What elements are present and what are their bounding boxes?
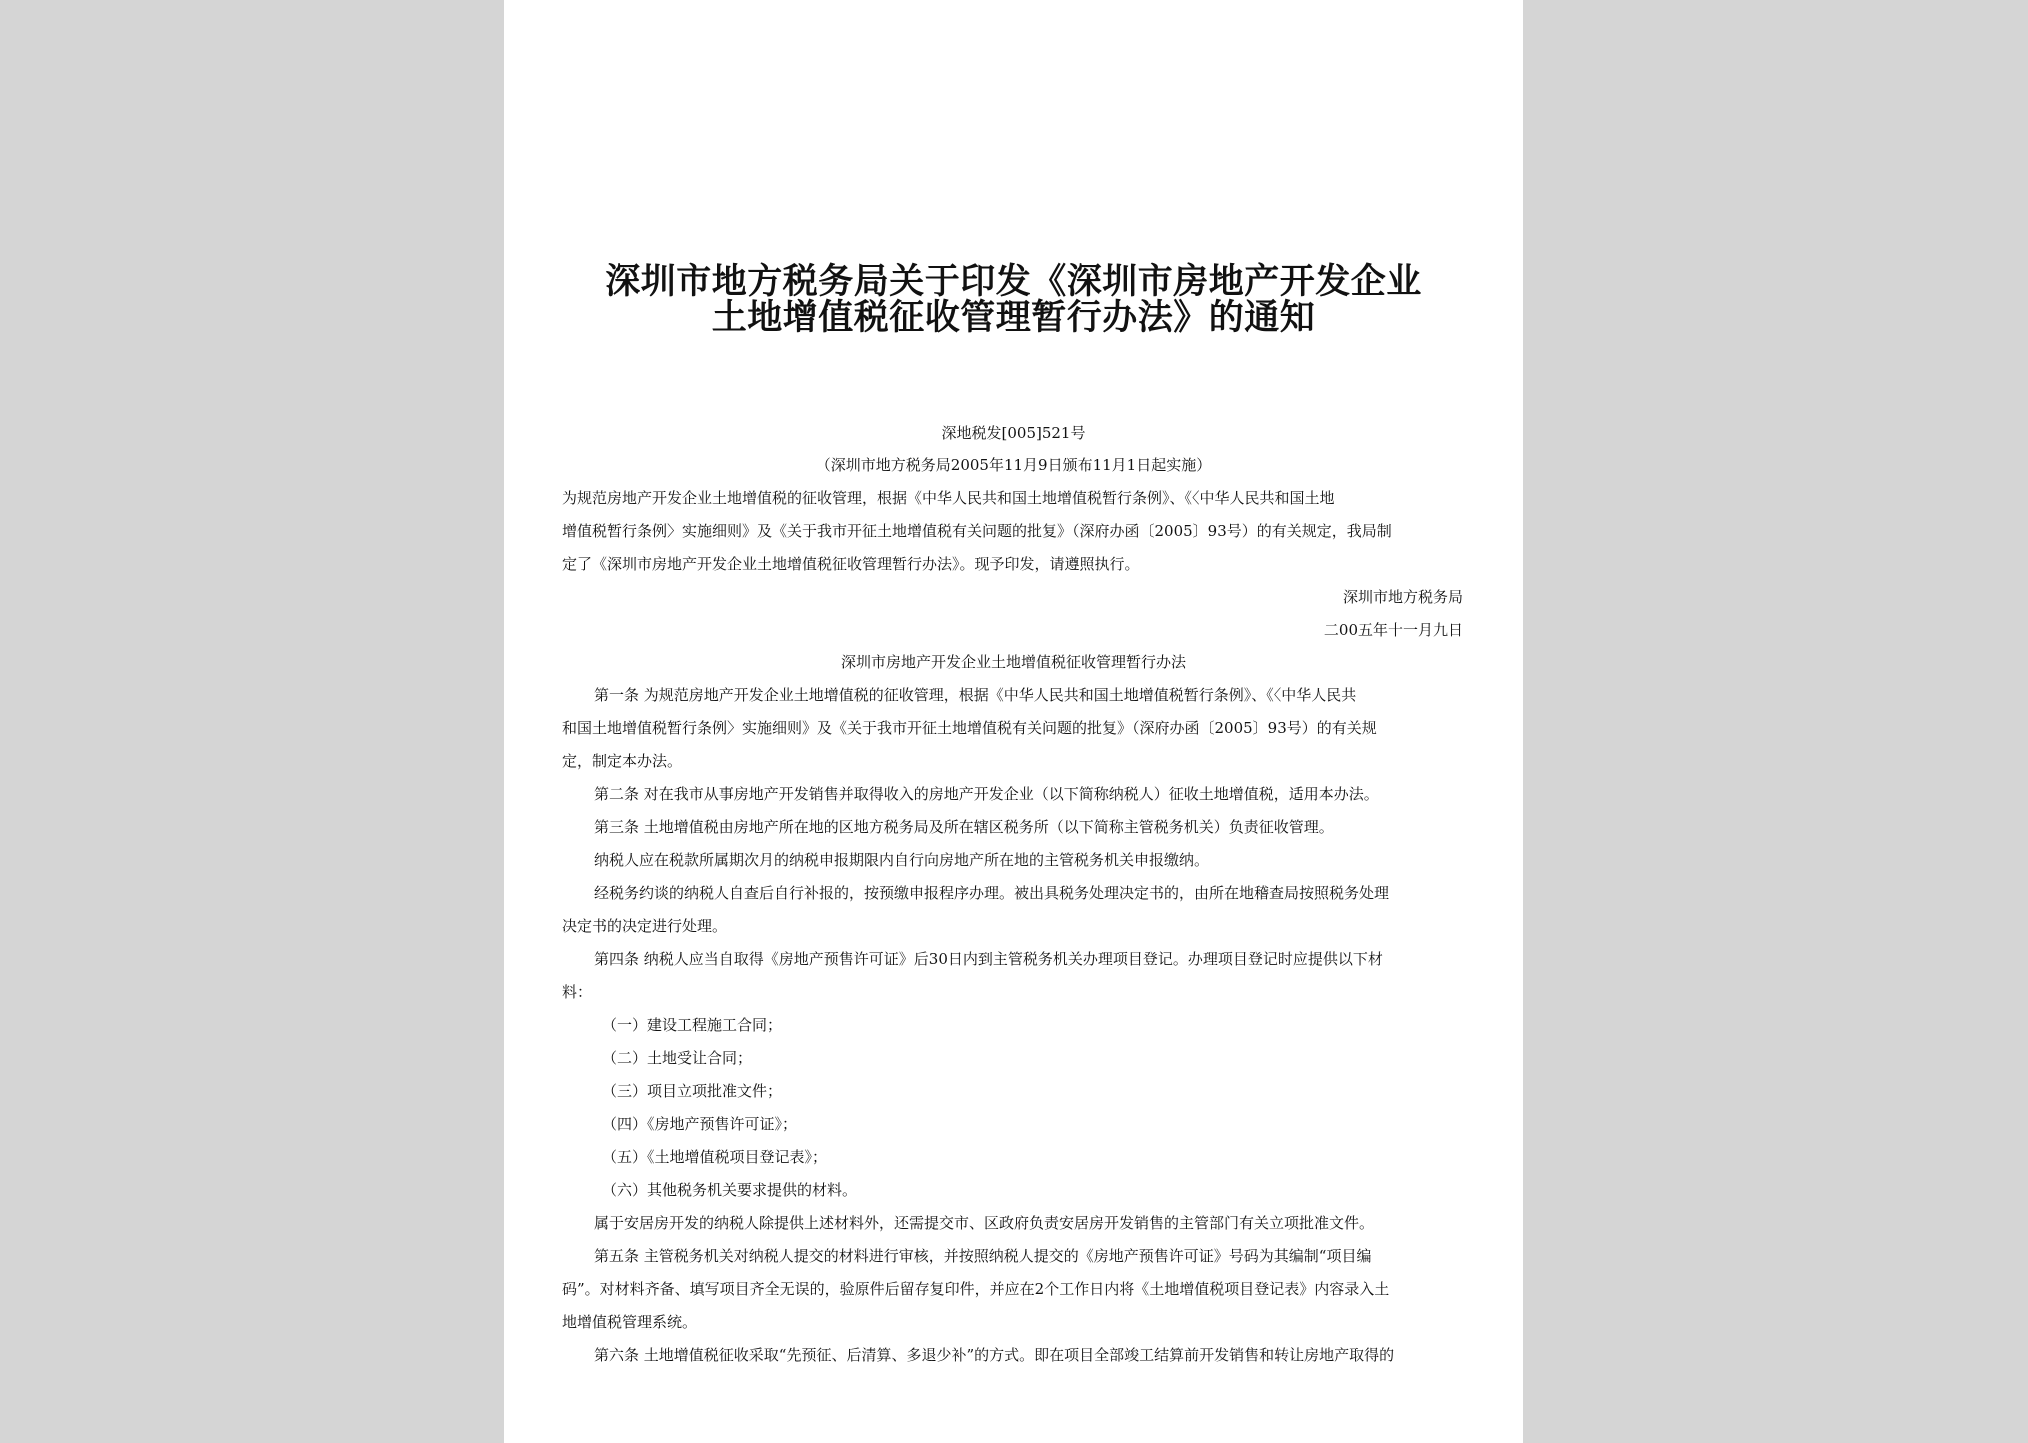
article-line: 和国土地增值税暂行条例〉实施细则》及《关于我市开征土地增值税有关问题的批复》（深府办函〔2005〕93号）的有关规 [562, 719, 1377, 737]
article-line: 第三条 土地增值税由房地产所在地的区地方税务局及所在辖区税务所（以下简称主管税务机关）负责征收管理。 [594, 818, 1334, 836]
article-line: 第六条 土地增值税征收采取“先预征、后清算、多退少补”的方式。即在项目全部竣工结算前开发销售和转让房地产取得的 [594, 1346, 1395, 1364]
article-line: 第二条 对在我市从事房地产开发销售并取得收入的房地产开发企业（以下简称纳税人）征收土地增值税，适用本办法。 [594, 785, 1379, 803]
article-line: 料： [562, 983, 593, 1001]
article-line: 经税务约谈的纳税人自查后自行补报的，按预缴申报程序办理。被出具税务处理决定书的，由所在地稽查局按照税务处理 [594, 884, 1390, 902]
issue-note: （深圳市地方税务局2005年11月9日颁布11月1日起实施） [815, 456, 1212, 474]
article-line: 第四条 纳税人应当自取得《房地产预售许可证》后30日内到主管税务机关办理项目登记。办理项目登记时应提供以下材 [594, 950, 1383, 968]
article-line: 属于安居房开发的纳税人除提供上述材料外，还需提交市、区政府负责安居房开发销售的主管部门有关立项批准文件。 [594, 1214, 1375, 1232]
list-item: （五）《土地增值税项目登记表》； [602, 1148, 828, 1166]
intro-paragraph-line: 增值税暂行条例〉实施细则》及《关于我市开征土地增值税有关问题的批复》（深府办函〔2005〕93号）的有关规定，我局制 [562, 522, 1392, 540]
list-item: （三）项目立项批准文件； [602, 1082, 783, 1100]
signature-org: 深圳市地方税务局 [1342, 588, 1463, 606]
document-title-line-1: 深圳市地方税务局关于印发《深圳市房地产开发企业 [605, 261, 1422, 302]
article-line: 第五条 主管税务机关对纳税人提交的材料进行审核，并按照纳税人提交的《房地产预售许可证》号码为其编制“项目编 [594, 1247, 1372, 1265]
article-line: 纳税人应在税款所属期次月的纳税申报期限内自行向房地产所在地的主管税务机关申报缴纳。 [594, 851, 1210, 869]
list-item: （四）《房地产预售许可证》； [602, 1115, 798, 1133]
document-title-line-2: 土地增值税征收管理暂行办法》的通知 [711, 297, 1316, 338]
list-item: （六）其他税务机关要求提供的材料。 [602, 1181, 858, 1199]
list-item: （一）建设工程施工合同； [602, 1016, 783, 1034]
document-number: 深地税发[005]521号 [941, 424, 1086, 442]
signature-date: 二00五年十一月九日 [1323, 621, 1463, 639]
intro-paragraph-line: 为规范房地产开发企业土地增值税的征收管理，根据《中华人民共和国土地增值税暂行条例》、《〈中华人民共和国土地 [562, 489, 1335, 507]
intro-paragraph-line: 定了《深圳市房地产开发企业土地增值税征收管理暂行办法》。现予印发，请遵照执行。 [562, 555, 1140, 573]
article-line: 地增值税管理系统。 [562, 1313, 698, 1331]
list-item: （二）土地受让合同； [602, 1049, 753, 1067]
article-line: 决定书的决定进行处理。 [562, 917, 728, 935]
measures-title: 深圳市房地产开发企业土地增值税征收管理暂行办法 [840, 653, 1186, 671]
document-page [504, 0, 1523, 1443]
article-line: 定，制定本办法。 [562, 752, 683, 770]
article-line: 第一条 为规范房地产开发企业土地增值税的征收管理，根据《中华人民共和国土地增值税暂行条例》、《〈中华人民共 [594, 686, 1357, 704]
article-line: 码”。对材料齐备、填写项目齐全无误的，验原件后留存复印件，并应在2个工作日内将《土地增值税项目登记表》内容录入土 [562, 1280, 1390, 1298]
